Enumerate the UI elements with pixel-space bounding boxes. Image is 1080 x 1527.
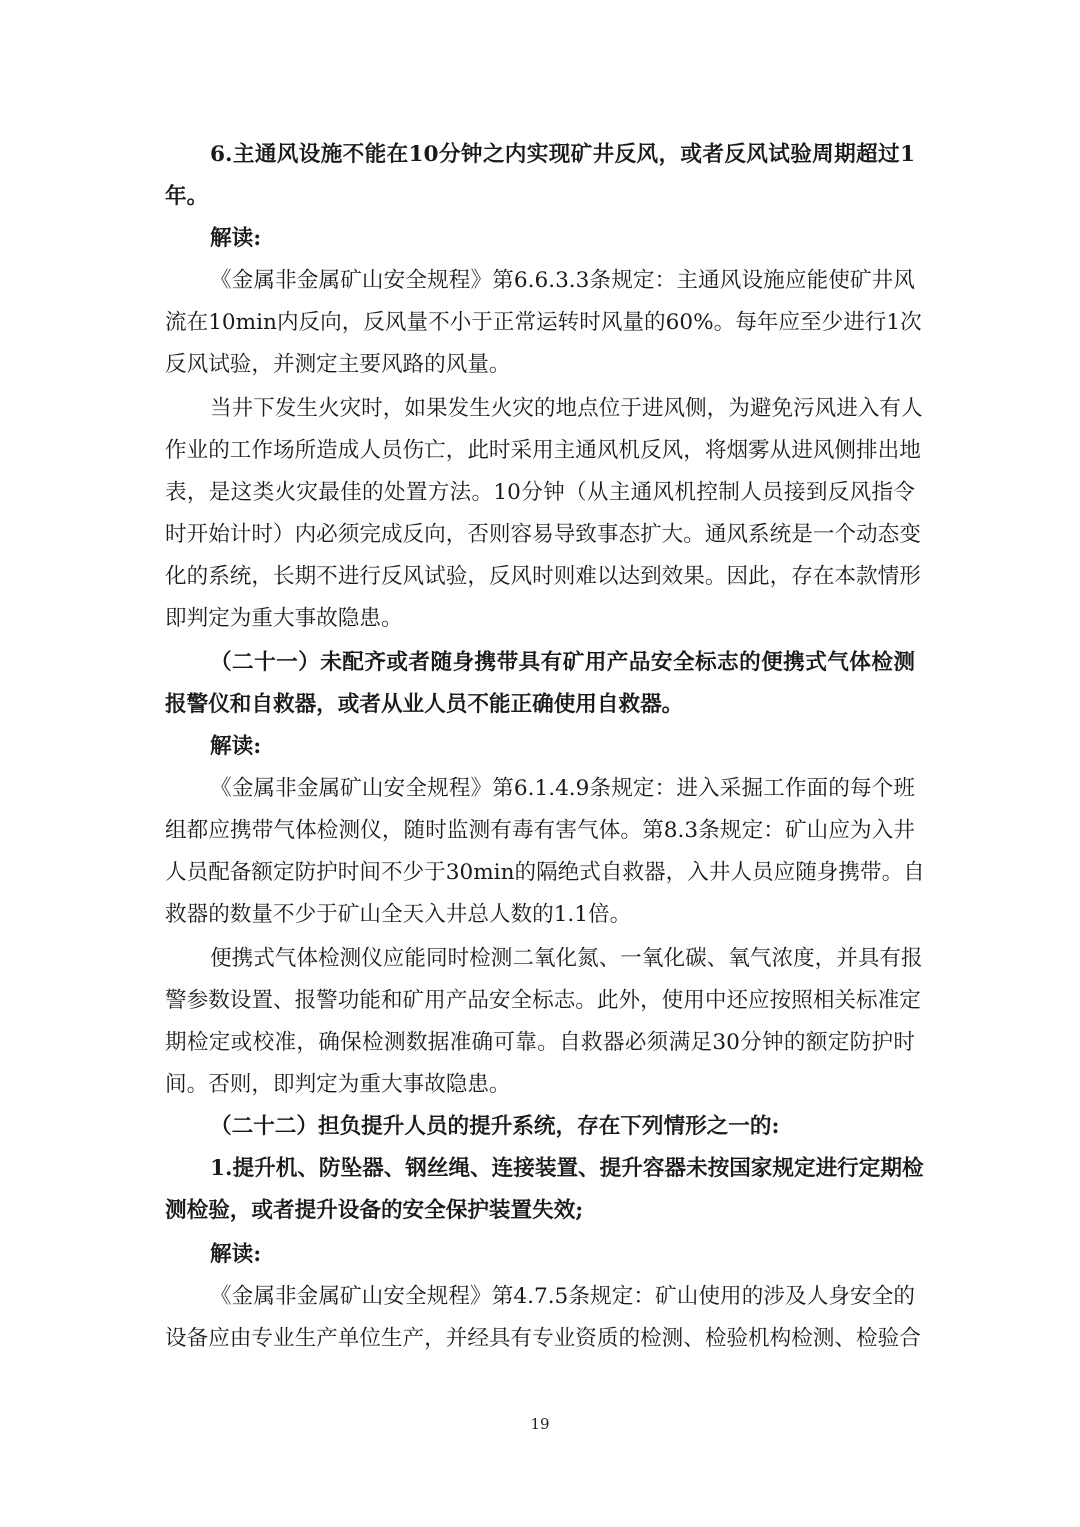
paragraph-line: 便携式气体检测仪应能同时检测二氧化氮、一氧化碳、氧气浓度，并具有报 — [210, 946, 923, 971]
interpretation-label: 解读: — [210, 1242, 262, 1267]
paragraph-line: 设备应由专业生产单位生产，并经具有专业资质的检测、检验机构检测、检验合 — [165, 1326, 921, 1351]
paragraph-line: 警参数设置、报警功能和矿用产品安全标志。此外，使用中还应按照相关标准定 — [165, 988, 921, 1013]
paragraph-line: 作业的工作场所造成人员伤亡，此时采用主通风机反风，将烟雾从进风侧排出地 — [165, 438, 921, 463]
paragraph-line: 当井下发生火灾时，如果发生火灾的地点位于进风侧，为避免污风进入有人 — [210, 396, 923, 421]
page-number: 19 — [530, 1415, 550, 1433]
paragraph-line: 间。否则，即判定为重大事故隐患。 — [165, 1072, 511, 1097]
paragraph-line: 组都应携带气体检测仪，随时监测有毒有害气体。第8.3条规定：矿山应为入井 — [165, 818, 915, 843]
heading-item-22-1-line2: 测检验，或者提升设备的安全保护装置失效; — [165, 1198, 584, 1223]
interpretation-label: 解读: — [210, 734, 262, 759]
paragraph-line: 化的系统，长期不进行反风试验，反风时则难以达到效果。因此，存在本款情形 — [165, 564, 921, 589]
heading-item-21-line2: 报警仪和自救器，或者从业人员不能正确使用自救器。 — [165, 692, 684, 717]
interpretation-label: 解读: — [210, 226, 262, 251]
paragraph-line: 《金属非金属矿山安全规程》第6.6.3.3条规定：主通风设施应能使矿井风 — [210, 268, 915, 293]
paragraph-line: 期检定或校准，确保检测数据准确可靠。自救器必须满足30分钟的额定防护时 — [165, 1030, 915, 1055]
paragraph-line: 时开始计时）内必须完成反向，否则容易导致事态扩大。通风系统是一个动态变 — [165, 522, 921, 547]
heading-item-22-1-line1: 1.提升机、防坠器、钢丝绳、连接装置、提升容器未按国家规定进行定期检 — [210, 1156, 924, 1181]
paragraph-line: 表，是这类火灾最佳的处置方法。10分钟（从主通风机控制人员接到反风指令 — [165, 480, 915, 505]
heading-item-21-line1: （二十一）未配齐或者随身携带具有矿用产品安全标志的便携式气体检测 — [210, 650, 915, 675]
paragraph-line: 即判定为重大事故隐患。 — [165, 606, 403, 631]
heading-item-22: （二十二）担负提升人员的提升系统，存在下列情形之一的: — [210, 1114, 780, 1139]
paragraph-line: 救器的数量不少于矿山全天入井总人数的1.1倍。 — [165, 902, 632, 927]
heading-item-6-line2: 年。 — [165, 184, 209, 209]
paragraph-line: 反风试验，并测定主要风路的风量。 — [165, 352, 511, 377]
paragraph-line: 《金属非金属矿山安全规程》第6.1.4.9条规定：进入采掘工作面的每个班 — [210, 776, 915, 801]
heading-item-6-line1: 6.主通风设施不能在10分钟之内实现矿井反风，或者反风试验周期超过1 — [210, 142, 915, 167]
paragraph-line: 《金属非金属矿山安全规程》第4.7.5条规定：矿山使用的涉及人身安全的 — [210, 1284, 915, 1309]
paragraph-line: 人员配备额定防护时间不少于30min的隔绝式自救器，入井人员应随身携带。自 — [165, 860, 925, 885]
paragraph-line: 流在10min内反向，反风量不小于正常运转时风量的60%。每年应至少进行1次 — [165, 310, 922, 335]
